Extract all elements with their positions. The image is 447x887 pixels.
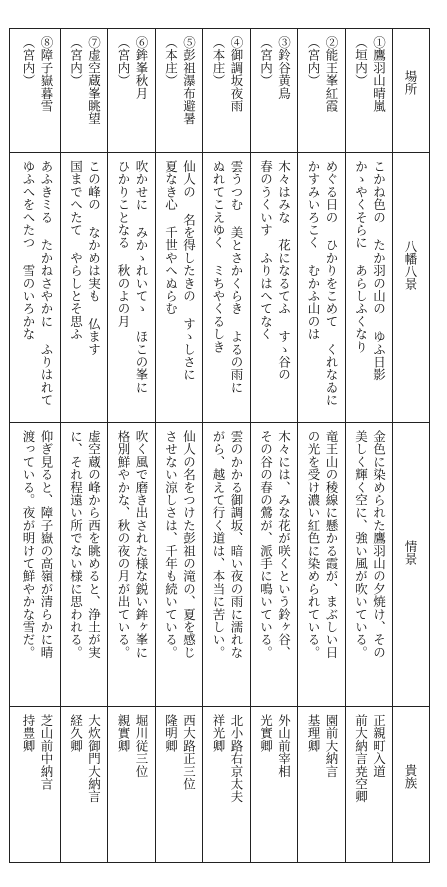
header-place: 場所 bbox=[403, 70, 418, 95]
place-line-2: （宮内） bbox=[258, 36, 274, 87]
poem-line-1: この峰の なかめは実も 仏ます bbox=[86, 160, 102, 356]
noble-line-1: 西大路正三位 bbox=[181, 714, 197, 791]
place-line-2: （垣内） bbox=[353, 36, 369, 87]
poem-line-2: 夏なき心 千世やへぬらむ bbox=[163, 160, 179, 315]
table-rule bbox=[429, 28, 430, 862]
place-line-1: ⑦虚空蔵峯眺望 bbox=[86, 36, 102, 125]
scene-line-2: その谷の春の鶯が、派手に鳴いている。 bbox=[258, 430, 274, 659]
poem-line-2: かゝやくそらに あらしふくなり bbox=[353, 160, 369, 353]
table-rule bbox=[9, 422, 429, 423]
table-rule bbox=[60, 28, 61, 862]
place-line-1: ⑧障子嶽暮雪 bbox=[39, 36, 54, 113]
table-rule bbox=[9, 152, 429, 153]
table-rule bbox=[107, 28, 108, 862]
place-line-1: ④御調坂夜雨 bbox=[229, 36, 244, 113]
table-rule bbox=[345, 28, 346, 862]
scene-line-1: 雲のかかる御調坂、暗い夜の雨に濡れな bbox=[229, 430, 244, 659]
header-noble: 貴族 bbox=[403, 764, 418, 789]
noble-line-1: 正親町入道 bbox=[371, 714, 387, 778]
place-line-1: ⑤彭祖瀑布避暑 bbox=[181, 36, 197, 125]
scene-line-1: 仙人の名をつけた彭祖の滝の、夏を感じ bbox=[181, 430, 197, 659]
poem-line-2: かすみいろこく むかふ山のは bbox=[306, 160, 321, 341]
place-line-2: （宮内） bbox=[21, 36, 36, 87]
noble-line-1: 北小路右京太夫 bbox=[229, 714, 244, 803]
scene-line-1: 竜王山の稜線に懸かる霞が、まぶしい日 bbox=[324, 430, 339, 659]
scene-line-2: の光を受け濃い紅色に染められている。 bbox=[306, 430, 321, 659]
table-rule bbox=[9, 862, 430, 863]
scene-line-1: 仰ぎ見ると、障子嶽の高嶺が清らかに晴 bbox=[39, 430, 54, 659]
noble-line-1: 外山前宰相 bbox=[276, 714, 292, 778]
poem-line-1: めぐる日の ひかりをこめて くれなゐに bbox=[324, 160, 339, 407]
noble-line-2: 持豊卿 bbox=[21, 714, 36, 753]
place-line-1: ①鷹羽山晴嵐 bbox=[371, 36, 387, 113]
scene-line-2: に、それ程遠い所でない様に思われる。 bbox=[68, 430, 84, 659]
table-rule bbox=[297, 28, 298, 862]
table-rule bbox=[250, 28, 251, 862]
poem-line-1: 仙人の 名を得したきの すゝしさに bbox=[181, 160, 197, 381]
noble-line-1: 堀川従三位 bbox=[134, 714, 149, 778]
poem-line-2: ひかりことなる 秋のよの月 bbox=[116, 160, 131, 328]
noble-line-2: 祥光卿 bbox=[211, 714, 226, 753]
scene-line-2: 渡っている。夜が明けて鮮やかな雪だ。 bbox=[21, 430, 36, 659]
noble-line-1: 大炊御門大納言 bbox=[86, 714, 102, 803]
table-rule bbox=[9, 28, 10, 862]
poem-line-2: ゆふへをへたつ 雪のいろかな bbox=[21, 160, 36, 341]
place-line-1: ③鈴谷黄鳥 bbox=[276, 36, 292, 100]
poem-line-2: 春のうくいす ふりはへてなく bbox=[258, 160, 274, 341]
table-rule bbox=[9, 28, 429, 29]
poem-line-1: 雲うつむ 美とさかくらき よるの雨に bbox=[229, 160, 244, 394]
table-rule bbox=[9, 706, 429, 707]
place-line-2: （本庄） bbox=[163, 36, 179, 87]
poem-line-1: 吹かせに みかゝれいてゝ ほこの峯に bbox=[134, 160, 149, 394]
place-line-2: （宮内） bbox=[68, 36, 84, 87]
noble-line-1: 芝山前中納言 bbox=[39, 714, 54, 791]
table-rule bbox=[202, 28, 203, 862]
noble-line-2: 隆明卿 bbox=[163, 714, 179, 753]
header-poem: 八幡八景 bbox=[403, 240, 418, 290]
scene-line-1: 金色に染められた鷹羽山の夕焼け、その bbox=[371, 430, 387, 659]
place-line-1: ⑥鉾峯秋月 bbox=[134, 36, 149, 100]
noble-line-2: 基理卿 bbox=[306, 714, 321, 753]
table-rule bbox=[155, 28, 156, 862]
noble-line-2: 親實卿 bbox=[116, 714, 131, 753]
scene-line-1: 木々には、みな花が咲くという鈴ヶ谷、 bbox=[276, 430, 292, 659]
scene-line-2: がら、越えて行く道は、本当に苦しい。 bbox=[211, 430, 226, 659]
place-line-1: ②能王峯紅霞 bbox=[324, 36, 339, 113]
poem-line-1: こかね色の たか羽の山の ゆふ日影 bbox=[371, 160, 387, 381]
scene-line-2: させない涼しさは、千年も続いている。 bbox=[163, 430, 179, 659]
scene-line-1: 虚空蔵の峰から西を眺めると、浄土が実 bbox=[86, 430, 102, 659]
scene-line-2: 美しく輝く空に、強い風が吹いている。 bbox=[353, 430, 369, 659]
scene-line-1: 吹く風で磨き出された様な鋭い鉾ヶ峯に bbox=[134, 430, 149, 659]
place-line-2: （宮内） bbox=[116, 36, 131, 87]
place-line-2: （本庄） bbox=[211, 36, 226, 87]
poem-line-2: 国までへたて やらしとそ思ふ bbox=[68, 160, 84, 341]
table-rule bbox=[392, 28, 393, 862]
scene-line-2: 格別鮮やかな、秋の夜の月が出ている。 bbox=[116, 430, 131, 659]
noble-line-2: 光實卿 bbox=[258, 714, 274, 753]
place-line-2: （宮内） bbox=[306, 36, 321, 87]
poem-line-1: 木々はみな 花になるてふ すゝ谷の bbox=[276, 160, 292, 381]
poem-line-2: ぬれてこえゆく ミちやくるしき bbox=[211, 160, 226, 353]
noble-line-1: 園前大納言 bbox=[324, 714, 339, 778]
noble-line-2: 経久卿 bbox=[68, 714, 84, 753]
header-scene: 情景 bbox=[403, 540, 418, 565]
poem-line-1: あふきミる たかねさやかに ふりはれて bbox=[39, 160, 54, 407]
noble-line-2: 前大納言尭空卿 bbox=[353, 714, 369, 803]
